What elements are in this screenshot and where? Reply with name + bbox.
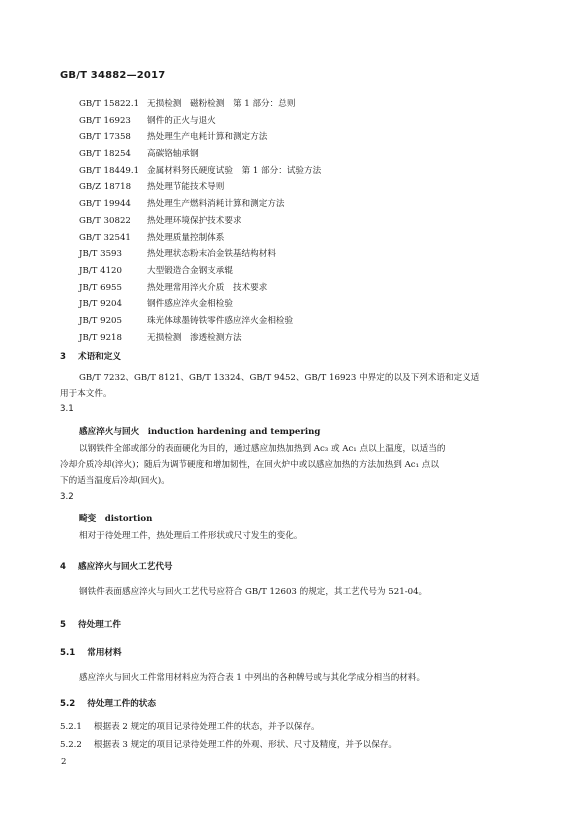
reference-code: GB/T 15822.1 — [79, 99, 140, 109]
subsection-number: 5.2 — [60, 699, 76, 709]
section-number: 3 — [60, 352, 66, 362]
reference-code: JB/T 4120 — [79, 265, 122, 276]
section-number: 4 — [60, 562, 66, 572]
reference-code: GB/T 18449.1 — [79, 165, 140, 176]
page-number: 2 — [61, 757, 67, 767]
reference-code: JB/T 9204 — [79, 299, 122, 310]
reference-code: GB/T 18254 — [79, 149, 131, 160]
reference-code: JB/T 9218 — [79, 332, 122, 343]
reference-code: GB/T 30822 — [79, 215, 131, 226]
clause-text: 根据表 3 规定的项目记录待处理工件的外观、形状、尺寸及精度，并予以保存。 — [93, 740, 397, 750]
reference-code: JB/T 9205 — [79, 315, 122, 326]
subsection-title: 待处理工件的状态 — [87, 699, 156, 709]
reference-title: 热处理状态粉末冶金铁基结构材料 — [147, 249, 276, 260]
reference-title: 高碳铬轴承钢 — [147, 149, 199, 160]
section-number: 5 — [60, 620, 66, 630]
reference-item — [79, 280, 519, 297]
subsection-5-2-heading — [60, 697, 156, 709]
reference-item — [79, 146, 519, 163]
term-number: 3.2 — [60, 492, 74, 502]
term-number: 3.1 — [60, 404, 74, 414]
section-3-intro-line: GB/T 7232、GB/T 8121、GB/T 13324、GB/T 9452、GB/T 16923 中界定的以及下列术语和定义适 — [79, 373, 480, 383]
reference-code: GB/T 19944 — [79, 199, 131, 210]
term-definition-line: 相对于待处理工件，热处理后工件形状或尺寸发生的变化。 — [79, 531, 303, 541]
section-title: 待处理工件 — [77, 620, 121, 630]
section-4-heading — [60, 560, 173, 572]
term-definition-line: 冷却介质冷却(淬火)；随后为调节硬度和增加韧性，在回火炉中或以感应加热的方法加热到 Ac₁ 点以 — [60, 460, 439, 470]
reference-title: 钢件感应淬火金相检验 — [147, 299, 233, 310]
reference-title: 大型锻造合金钢支承辊 — [147, 265, 233, 276]
reference-code: GB/T 32541 — [79, 232, 131, 243]
term-definition-line: 以钢铁件全部或部分的表面硬化为目的，通过感应加热加热到 Ac₃ 或 Ac₁ 点以上温度，以适当的 — [79, 444, 446, 454]
reference-title: 无损检测 渗透检测方法 — [147, 332, 242, 343]
reference-item — [79, 113, 519, 130]
subsection-title: 常用材料 — [87, 648, 122, 658]
section-3-intro-line: 用于本文件。 — [60, 389, 112, 399]
term-definition-line: 下的适当温度后冷却(回火)。 — [60, 476, 170, 486]
reference-item — [79, 263, 519, 280]
reference-item — [79, 163, 519, 180]
clause-5-2-2 — [60, 737, 397, 754]
reference-title: 珠光体球墨铸铁零件感应淬火金相检验 — [147, 315, 294, 326]
reference-title: 热处理生产电耗计算和测定方法 — [147, 132, 268, 143]
section-title: 感应淬火与回火工艺代号 — [77, 562, 173, 572]
reference-item — [79, 296, 519, 313]
reference-title: 热处理节能技术导则 — [147, 182, 225, 193]
reference-item — [79, 246, 519, 263]
section-4-text: 钢铁件表面感应淬火与回火工艺代号应符合 GB/T 12603 的规定，其工艺代号为 521-04。 — [79, 587, 428, 597]
normative-references-list — [79, 96, 519, 346]
reference-item — [79, 230, 519, 247]
subsection-number: 5.1 — [60, 648, 76, 658]
reference-item — [79, 213, 519, 230]
reference-title: 热处理生产燃料消耗计算和测定方法 — [147, 199, 285, 210]
reference-code: JB/T 3593 — [79, 249, 122, 260]
reference-code: GB/T 17358 — [79, 132, 131, 143]
subsection-5-1-text: 感应淬火与回火工件常用材料应为符合表 1 中列出的各种牌号或与其化学成分相当的材料。 — [79, 673, 426, 683]
reference-title: 热处理环境保护技术要求 — [147, 215, 242, 226]
reference-title: 无损检测 磁粉检测 第 1 部分：总则 — [147, 99, 296, 109]
clause-number: 5.2.1 — [60, 722, 82, 732]
section-5-heading — [60, 618, 121, 630]
clause-number: 5.2.2 — [60, 740, 82, 750]
reference-code: GB/T 16923 — [79, 115, 131, 126]
reference-title: 热处理常用淬火介质 技术要求 — [147, 282, 268, 293]
term-entry: 感应淬火与回火 induction hardening and tempering — [79, 427, 321, 437]
clause-5-2-1 — [60, 719, 320, 736]
reference-title: 钢件的正火与退火 — [147, 115, 216, 126]
subsection-5-1-heading — [60, 646, 122, 658]
reference-title: 金属材料努氏硬度试验 第 1 部分：试验方法 — [147, 165, 322, 176]
reference-item — [79, 179, 519, 196]
section-3-heading — [60, 350, 121, 362]
term-entry: 畸变 distortion — [79, 514, 153, 524]
section-title: 术语和定义 — [77, 352, 121, 362]
reference-title: 热处理质量控制体系 — [147, 232, 225, 243]
reference-item — [79, 96, 519, 113]
reference-code: GB/Z 18718 — [79, 182, 132, 193]
reference-item — [79, 129, 519, 146]
reference-item — [79, 330, 519, 347]
reference-code: JB/T 6955 — [79, 282, 122, 293]
clause-text: 根据表 2 规定的项目记录待处理工件的状态，并予以保存。 — [93, 722, 320, 732]
reference-item — [79, 313, 519, 330]
reference-item — [79, 196, 519, 213]
standard-number: GB/T 34882—2017 — [60, 70, 166, 81]
